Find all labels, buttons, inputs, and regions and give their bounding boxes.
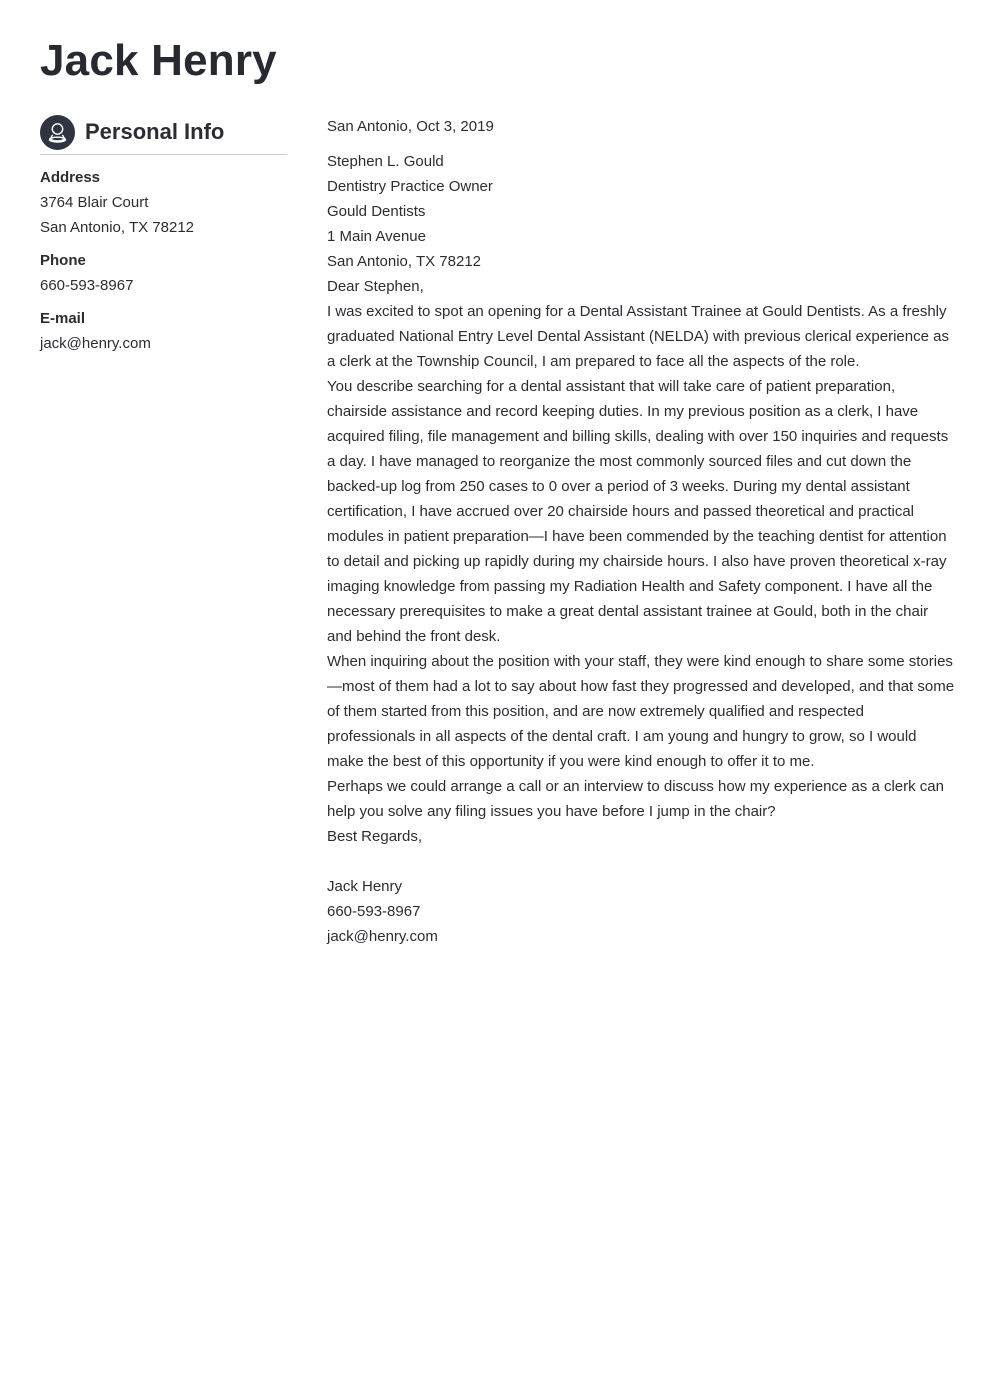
address-line-1: 3764 Blair Court	[40, 194, 149, 211]
recipient-title: Dentistry Practice Owner	[327, 178, 493, 195]
recipient-city: San Antonio, TX 78212	[327, 253, 482, 270]
address-block	[40, 165, 287, 240]
paragraph-call-to-action: Perhaps we could arrange a call or an interview to discuss how my experience as a clerk can help you solve any filing issues you have before I jump in the chair?	[327, 778, 944, 820]
recipient-street: 1 Main Avenue	[327, 228, 426, 245]
signature-block	[327, 874, 955, 924]
signature-email: jack@henry.com	[327, 928, 438, 945]
phone-block	[40, 248, 287, 298]
letter-date: San Antonio, Oct 3, 2019	[327, 118, 494, 135]
recipient-name: Stephen L. Gould	[327, 153, 444, 170]
recipient-company: Gould Dentists	[327, 203, 426, 220]
section-title-personal-info: Personal Info	[85, 119, 225, 144]
paragraph-experience: You describe searching for a dental assistant that will take care of patient preparation, chairside assistance and record keeping duties. In my previous position as a clerk, I have acquired filing, file management and billing skills, dealing with over 150 inquiries and requests a day. I have managed to reorganize the most commonly sourced files and cut down the backed-up log from 250 cases to 0 over a period of 3 weeks. During my dental assistant certification, I have accrued over 20 chairside hours and passed theoretical and practical modules in patient preparation—I have been commended by the teaching dentist for attention to detail and picking up rapidly during my chairside hours. I also have proven theoretical x-ray imaging knowledge from passing my Radiation Health and Safety component. I have all the necessary prerequisites to make a great dental assistant trainee at Gould, both in the chair and behind the front desk.	[327, 378, 949, 645]
salutation: Dear Stephen,	[327, 278, 424, 295]
phone-value: 660-593-8967	[40, 277, 134, 294]
address-line-2: San Antonio, TX 78212	[40, 219, 195, 236]
sidebar-personal-info	[40, 114, 287, 356]
person-icon	[40, 115, 75, 150]
closing: Best Regards,	[327, 828, 423, 845]
signature-phone: 660-593-8967	[327, 903, 421, 920]
phone-label: Phone	[40, 252, 86, 269]
paragraph-motivation: When inquiring about the position with your staff, they were kind enough to share some stories—most of them had a lot to say about how fast they progressed and developed, and that some of them started from this position, and are now extremely qualified and respected professionals in all aspects of the dental craft. I am young and hungry to grow, so I would make the best of this opportunity if you were kind enough to offer it to me.	[327, 653, 955, 770]
paragraph-intro: I was excited to spot an opening for a Dental Assistant Trainee at Gould Dentists. As a freshly graduated National Entry Level Dental Assistant (NELDA) with previous clerical experience as a clerk at the Township Council, I am prepared to face all the aspects of the role.	[327, 303, 949, 370]
recipient-block	[327, 149, 955, 274]
email-block	[40, 306, 287, 356]
signature-name: Jack Henry	[327, 878, 403, 895]
cover-letter-body	[327, 114, 955, 949]
personal-info-header	[40, 114, 287, 155]
email-label: E-mail	[40, 310, 86, 327]
email-value: jack@henry.com	[40, 335, 151, 352]
address-label: Address	[40, 169, 101, 186]
applicant-name: Jack Henry	[40, 36, 277, 85]
